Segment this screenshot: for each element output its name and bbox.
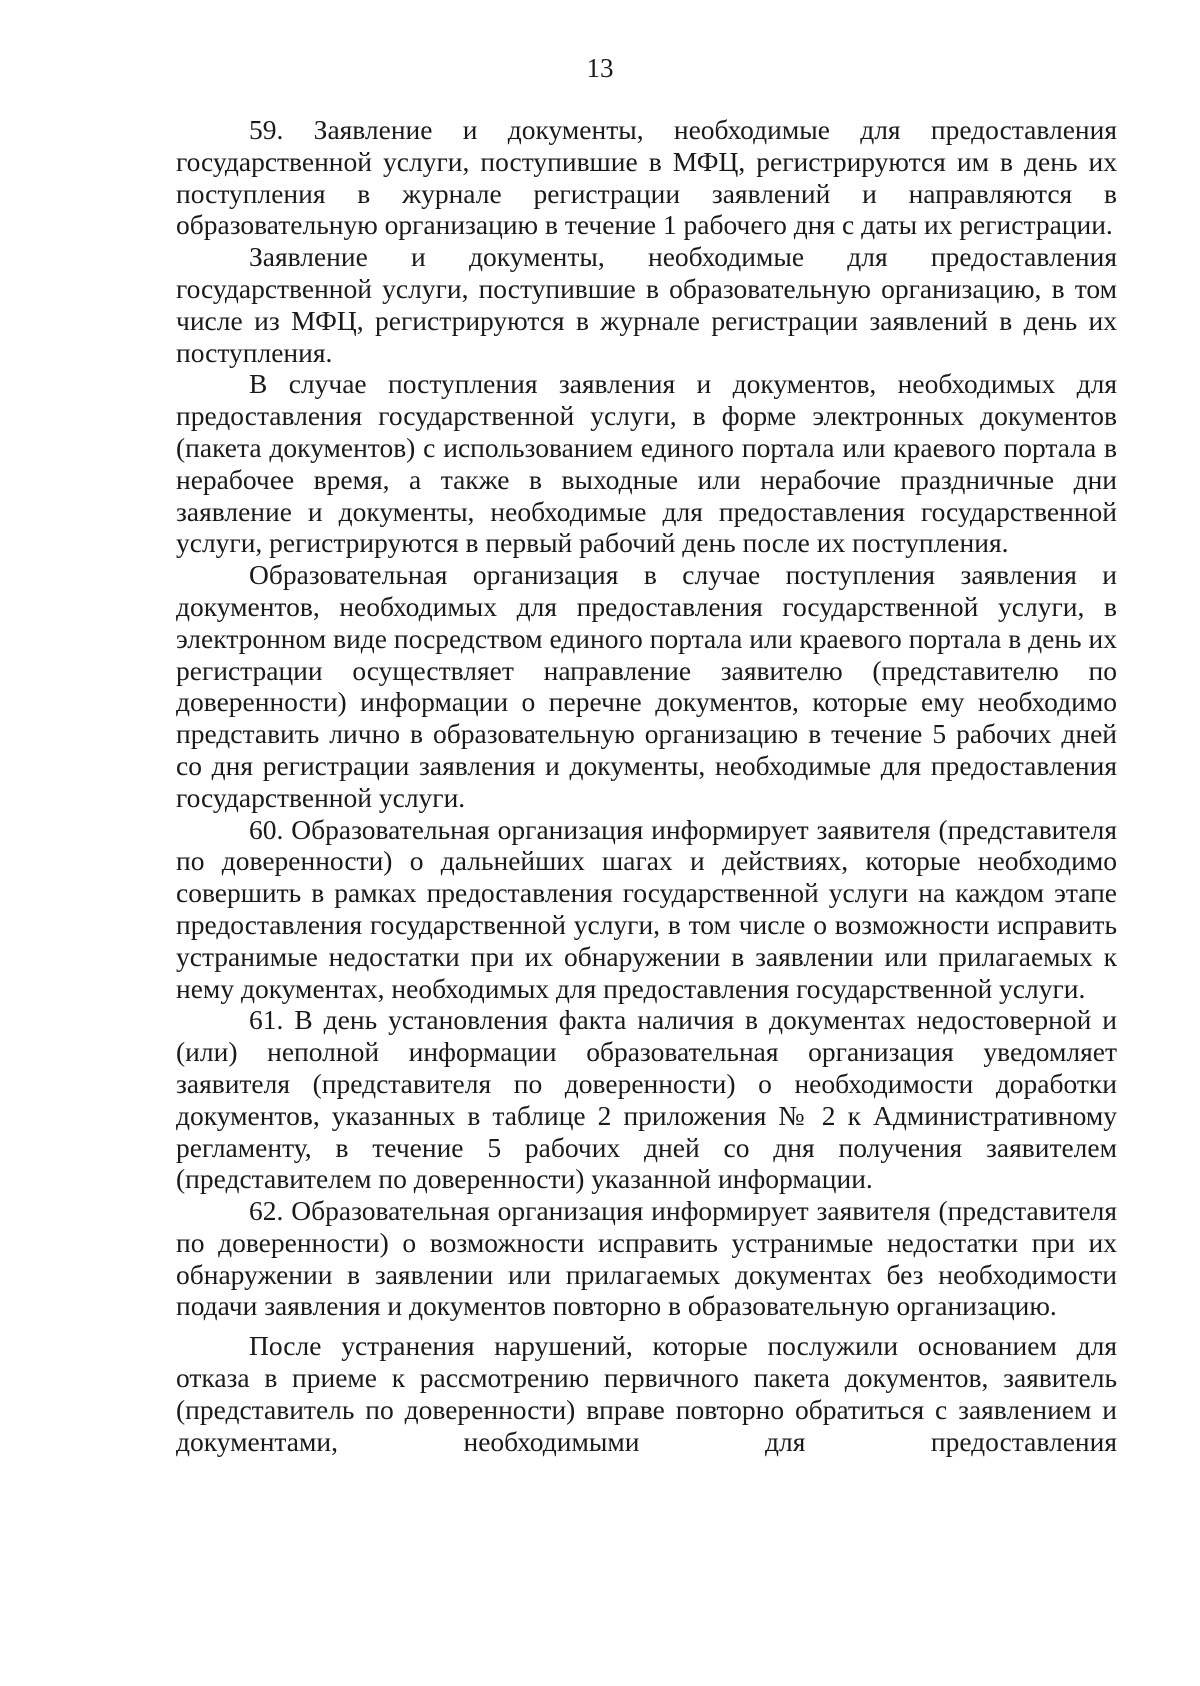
paragraph-62-resubmission: После устранения нарушений, которые послужили основанием для отказа в приеме к рассмотрению первичного пакета документов, заявитель (представитель по доверенности) вправе повторно обратиться с заявлением и документами, необходимыми для предоставления — [176, 1330, 1117, 1457]
page-number: 13 — [586, 53, 614, 83]
document-body — [176, 114, 1117, 1457]
paragraph-60: 60. Образовательная организация информирует заявителя (представителя по доверенности) о дальнейших шагах и действиях, которые необходимо совершить в рамках предоставления государственной услуги на каждом этапе предоставления государственной услуги, в том числе о возможности исправить устранимые недостатки при их обнаружении в заявлении или прилагаемых к нему документах, необходимых для предоставления государственной услуги. — [176, 813, 1117, 1004]
paragraph-62: 62. Образовательная организация информирует заявителя (представителя по доверенности) о возможности исправить устранимые недостатки при их обнаружении в заявлении или прилагаемых документах без необходимости подачи заявления и документов повторно в образовательную организацию. — [176, 1195, 1117, 1322]
paragraph-59-notification: Образовательная организация в случае поступления заявления и документов, необходимых для предоставления государственной услуги, в электронном виде посредством единого портала или краевого портала в день их регистрации осуществляет направление заявителю (представителю по доверенности) информации о перечне документов, которые ему необходимо представить лично в образовательную организацию в течение 5 рабочих дней со дня регистрации заявления и документы, необходимые для предоставления государственной услуги. — [176, 559, 1117, 813]
paragraph-59-electronic: В случае поступления заявления и документов, необходимых для предоставления государственной услуги, в форме электронных документов (пакета документов) с использованием единого портала или краевого портала в нерабочее время, а также в выходные или нерабочие праздничные дни заявление и документы, необходимые для предоставления государственной услуги, регистрируются в первый рабочий день после их поступления. — [176, 368, 1117, 559]
paragraph-59: 59. Заявление и документы, необходимые для предоставления государственной услуги, поступившие в МФЦ, регистрируются им в день их поступления в журнале регистрации заявлений и направляются в образовательную организацию в течение 1 рабочего дня с даты их регистрации. — [176, 114, 1117, 241]
paragraph-61: 61. В день установления факта наличия в документах недостоверной и (или) неполной информации образовательная организация уведомляет заявителя (представителя по доверенности) о необходимости доработки документов, указанных в таблице 2 приложения № 2 к Административному регламенту, в течение 5 рабочих дней со дня получения заявителем (представителем по доверенности) указанной информации. — [176, 1004, 1117, 1195]
paragraph-59-registration: Заявление и документы, необходимые для предоставления государственной услуги, поступившие в образовательную организацию, в том числе из МФЦ, регистрируются в журнале регистрации заявлений в день их поступления. — [176, 241, 1117, 368]
